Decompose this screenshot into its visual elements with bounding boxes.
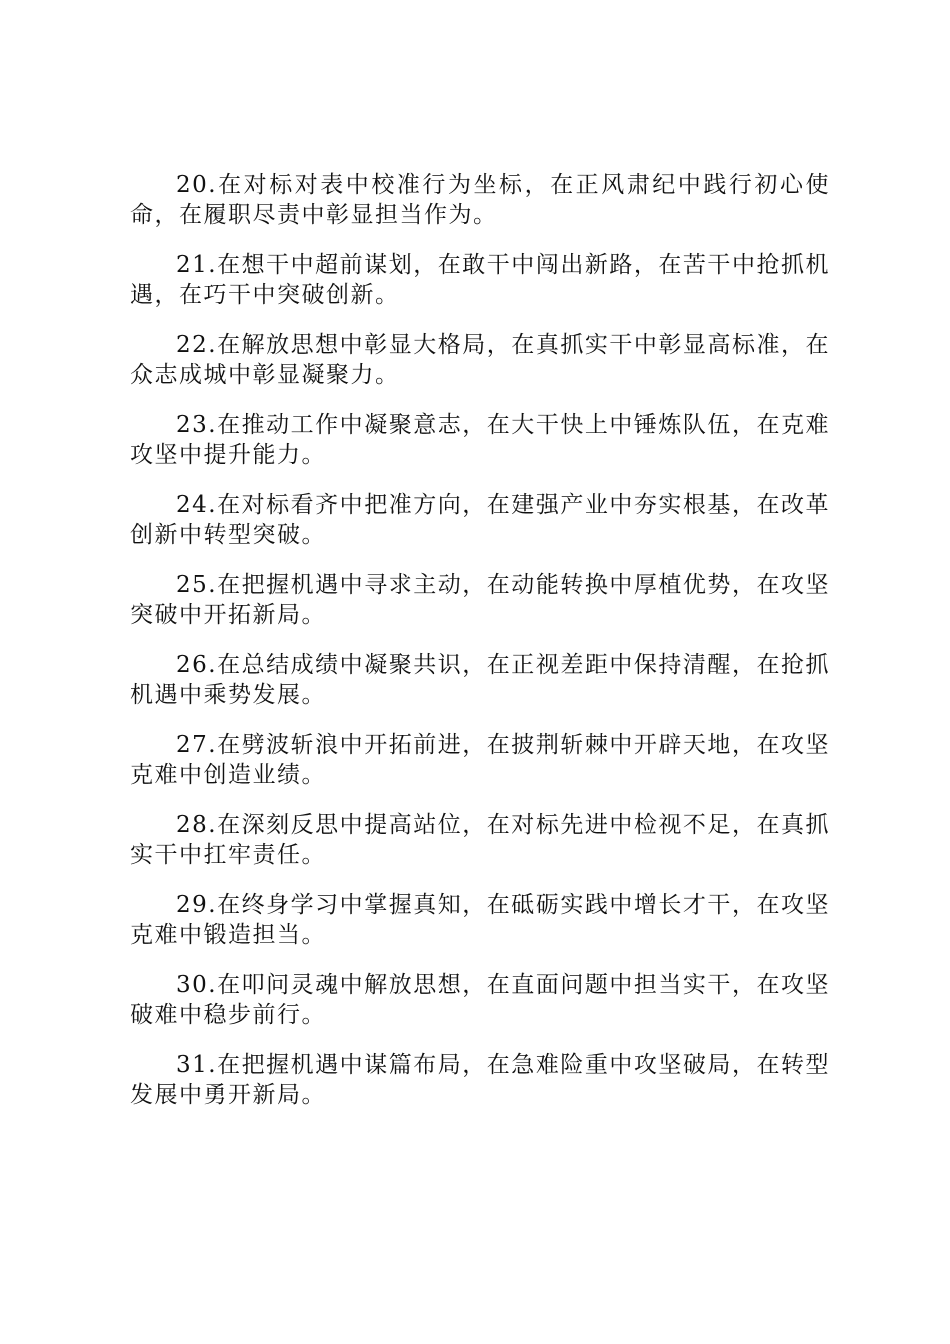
- paragraph-23: 23.在推动工作中凝聚意志，在大干快上中锤炼队伍，在克难攻坚中提升能力。: [130, 412, 830, 468]
- paragraph-31: 31.在把握机遇中谋篇布局，在急难险重中攻坚破局，在转型发展中勇开新局。: [130, 1052, 830, 1108]
- paragraph-26: 26.在总结成绩中凝聚共识，在正视差距中保持清醒，在抢抓机遇中乘势发展。: [130, 652, 830, 708]
- paragraph-20: 20.在对标对表中校准行为坐标，在正风肃纪中践行初心使命，在履职尽责中彰显担当作为。: [130, 172, 830, 228]
- paragraph-21: 21.在想干中超前谋划，在敢干中闯出新路，在苦干中抢抓机遇，在巧干中突破创新。: [130, 252, 830, 308]
- paragraph-30: 30.在叩问灵魂中解放思想，在直面问题中担当实干，在攻坚破难中稳步前行。: [130, 972, 830, 1028]
- paragraph-24: 24.在对标看齐中把准方向，在建强产业中夯实根基，在改革创新中转型突破。: [130, 492, 830, 548]
- document-body: [130, 170, 830, 1130]
- paragraph-29: 29.在终身学习中掌握真知，在砥砺实践中增长才干，在攻坚克难中锻造担当。: [130, 892, 830, 948]
- paragraph-28: 28.在深刻反思中提高站位，在对标先进中检视不足，在真抓实干中扛牢责任。: [130, 812, 830, 868]
- paragraph-27: 27.在劈波斩浪中开拓前进，在披荆斩棘中开辟天地，在攻坚克难中创造业绩。: [130, 732, 830, 788]
- paragraph-25: 25.在把握机遇中寻求主动，在动能转换中厚植优势，在攻坚突破中开拓新局。: [130, 572, 830, 628]
- paragraph-22: 22.在解放思想中彰显大格局，在真抓实干中彰显高标准，在众志成城中彰显凝聚力。: [130, 332, 830, 388]
